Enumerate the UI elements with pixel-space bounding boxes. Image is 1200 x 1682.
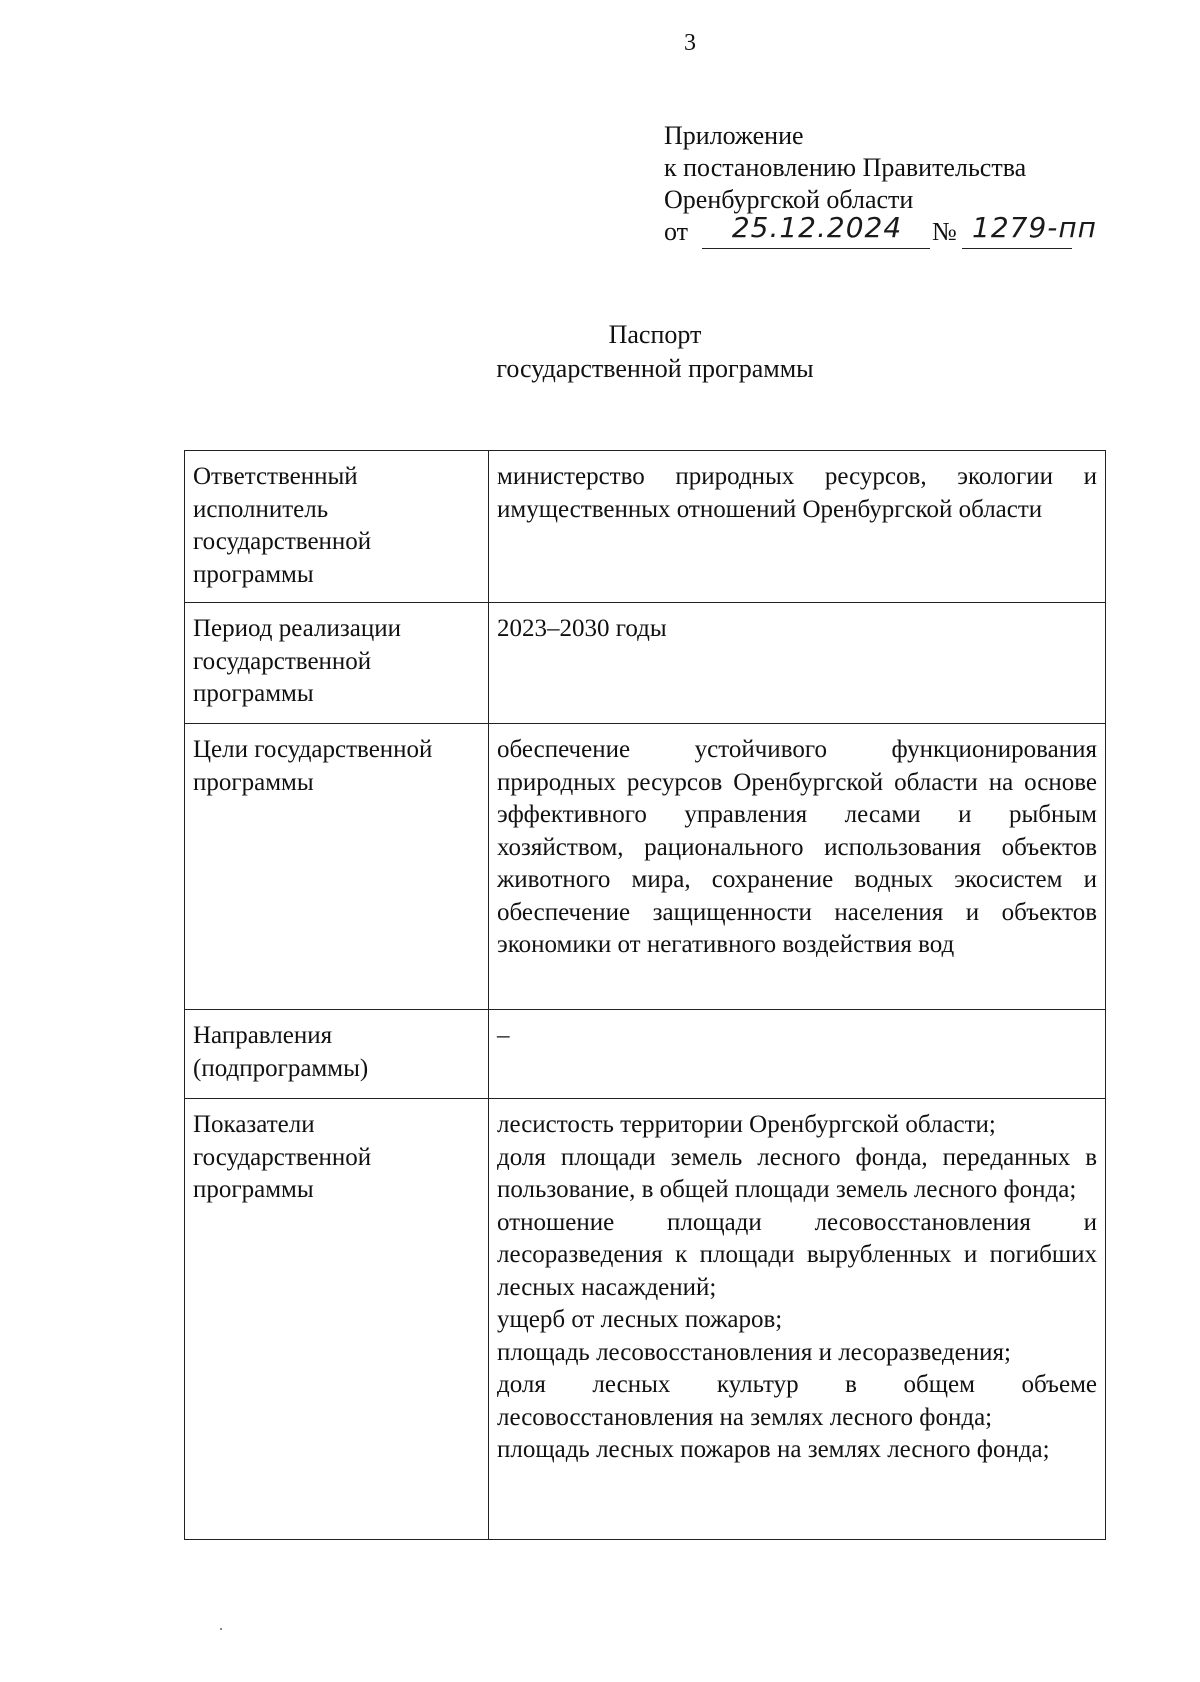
number-underline [962,248,1072,249]
appendix-block [664,120,1097,250]
row-label-indicators: Показатели государственной программы [185,1099,489,1540]
row-value-goals: обеспечение устойчивого функционирования природных ресурсов Оренбургской области на основе эффективного управления лесами и рыбным хозяйством, рационального использования объектов животного мира, сохранение водных экосистем и обеспечение защищенности населения и объектов экономики от негативного воздействия вод [489,724,1106,1010]
appendix-decree-line: к постановлению Правительства [664,153,1027,182]
row-label-executor: Ответственный исполнитель государственной программы [185,451,489,603]
row-value-period: 2023–2030 годы [489,603,1106,724]
indicator-item: доля площади земель лесного фонда, переданных в пользование, в общей площади земель лесного фонда; [497,1143,1097,1203]
indicator-item: доля лесных культур в общем объеме лесовосстановления на землях лесного фонда; [497,1371,1097,1431]
document-title [0,318,1200,386]
table-row [185,603,1106,724]
row-value-directions: – [489,1010,1106,1099]
table-row [185,1010,1106,1099]
row-label-directions: Направления (подпрограммы) [185,1010,489,1099]
table-row [185,1099,1106,1540]
handwritten-date: 25.12.2024 [731,211,903,244]
indicator-item: площадь лесовосстановления и лесоразведения; [497,1338,1011,1366]
passport-table [184,450,1106,1540]
handwritten-number: 1279-пп [972,211,1097,244]
date-prefix: от [664,217,689,246]
number-sign: № [932,217,957,246]
row-label-period: Период реализации государственной программы [185,603,489,724]
title-line-2: государственной программы [496,354,814,383]
appendix-date-line [664,211,1097,250]
appendix-region-line: Оренбургской области [664,185,914,214]
indicator-item: площадь лесных пожаров на землях лесного фонда; [497,1436,1050,1463]
row-value-executor: министерство природных ресурсов, экологии и имущественных отношений Оренбургской области [489,451,1106,603]
indicator-item: отношение площади лесовосстановления и лесоразведения к площади вырубленных и погибших лесных насаждений; [497,1208,1097,1301]
indicator-item: ущерб от лесных пожаров; [497,1306,783,1333]
appendix-title: Приложение [664,121,804,150]
row-value-indicators [489,1099,1106,1540]
indicator-item: лесистость территории Оренбургской области; [497,1111,996,1138]
table-row [185,451,1106,603]
date-underline [702,248,930,249]
scan-speck [220,1628,222,1630]
table-row [185,724,1106,1010]
page-number: 3 [684,30,696,56]
title-line-1: Паспорт [608,320,702,349]
row-label-goals: Цели государственной программы [185,724,489,1010]
